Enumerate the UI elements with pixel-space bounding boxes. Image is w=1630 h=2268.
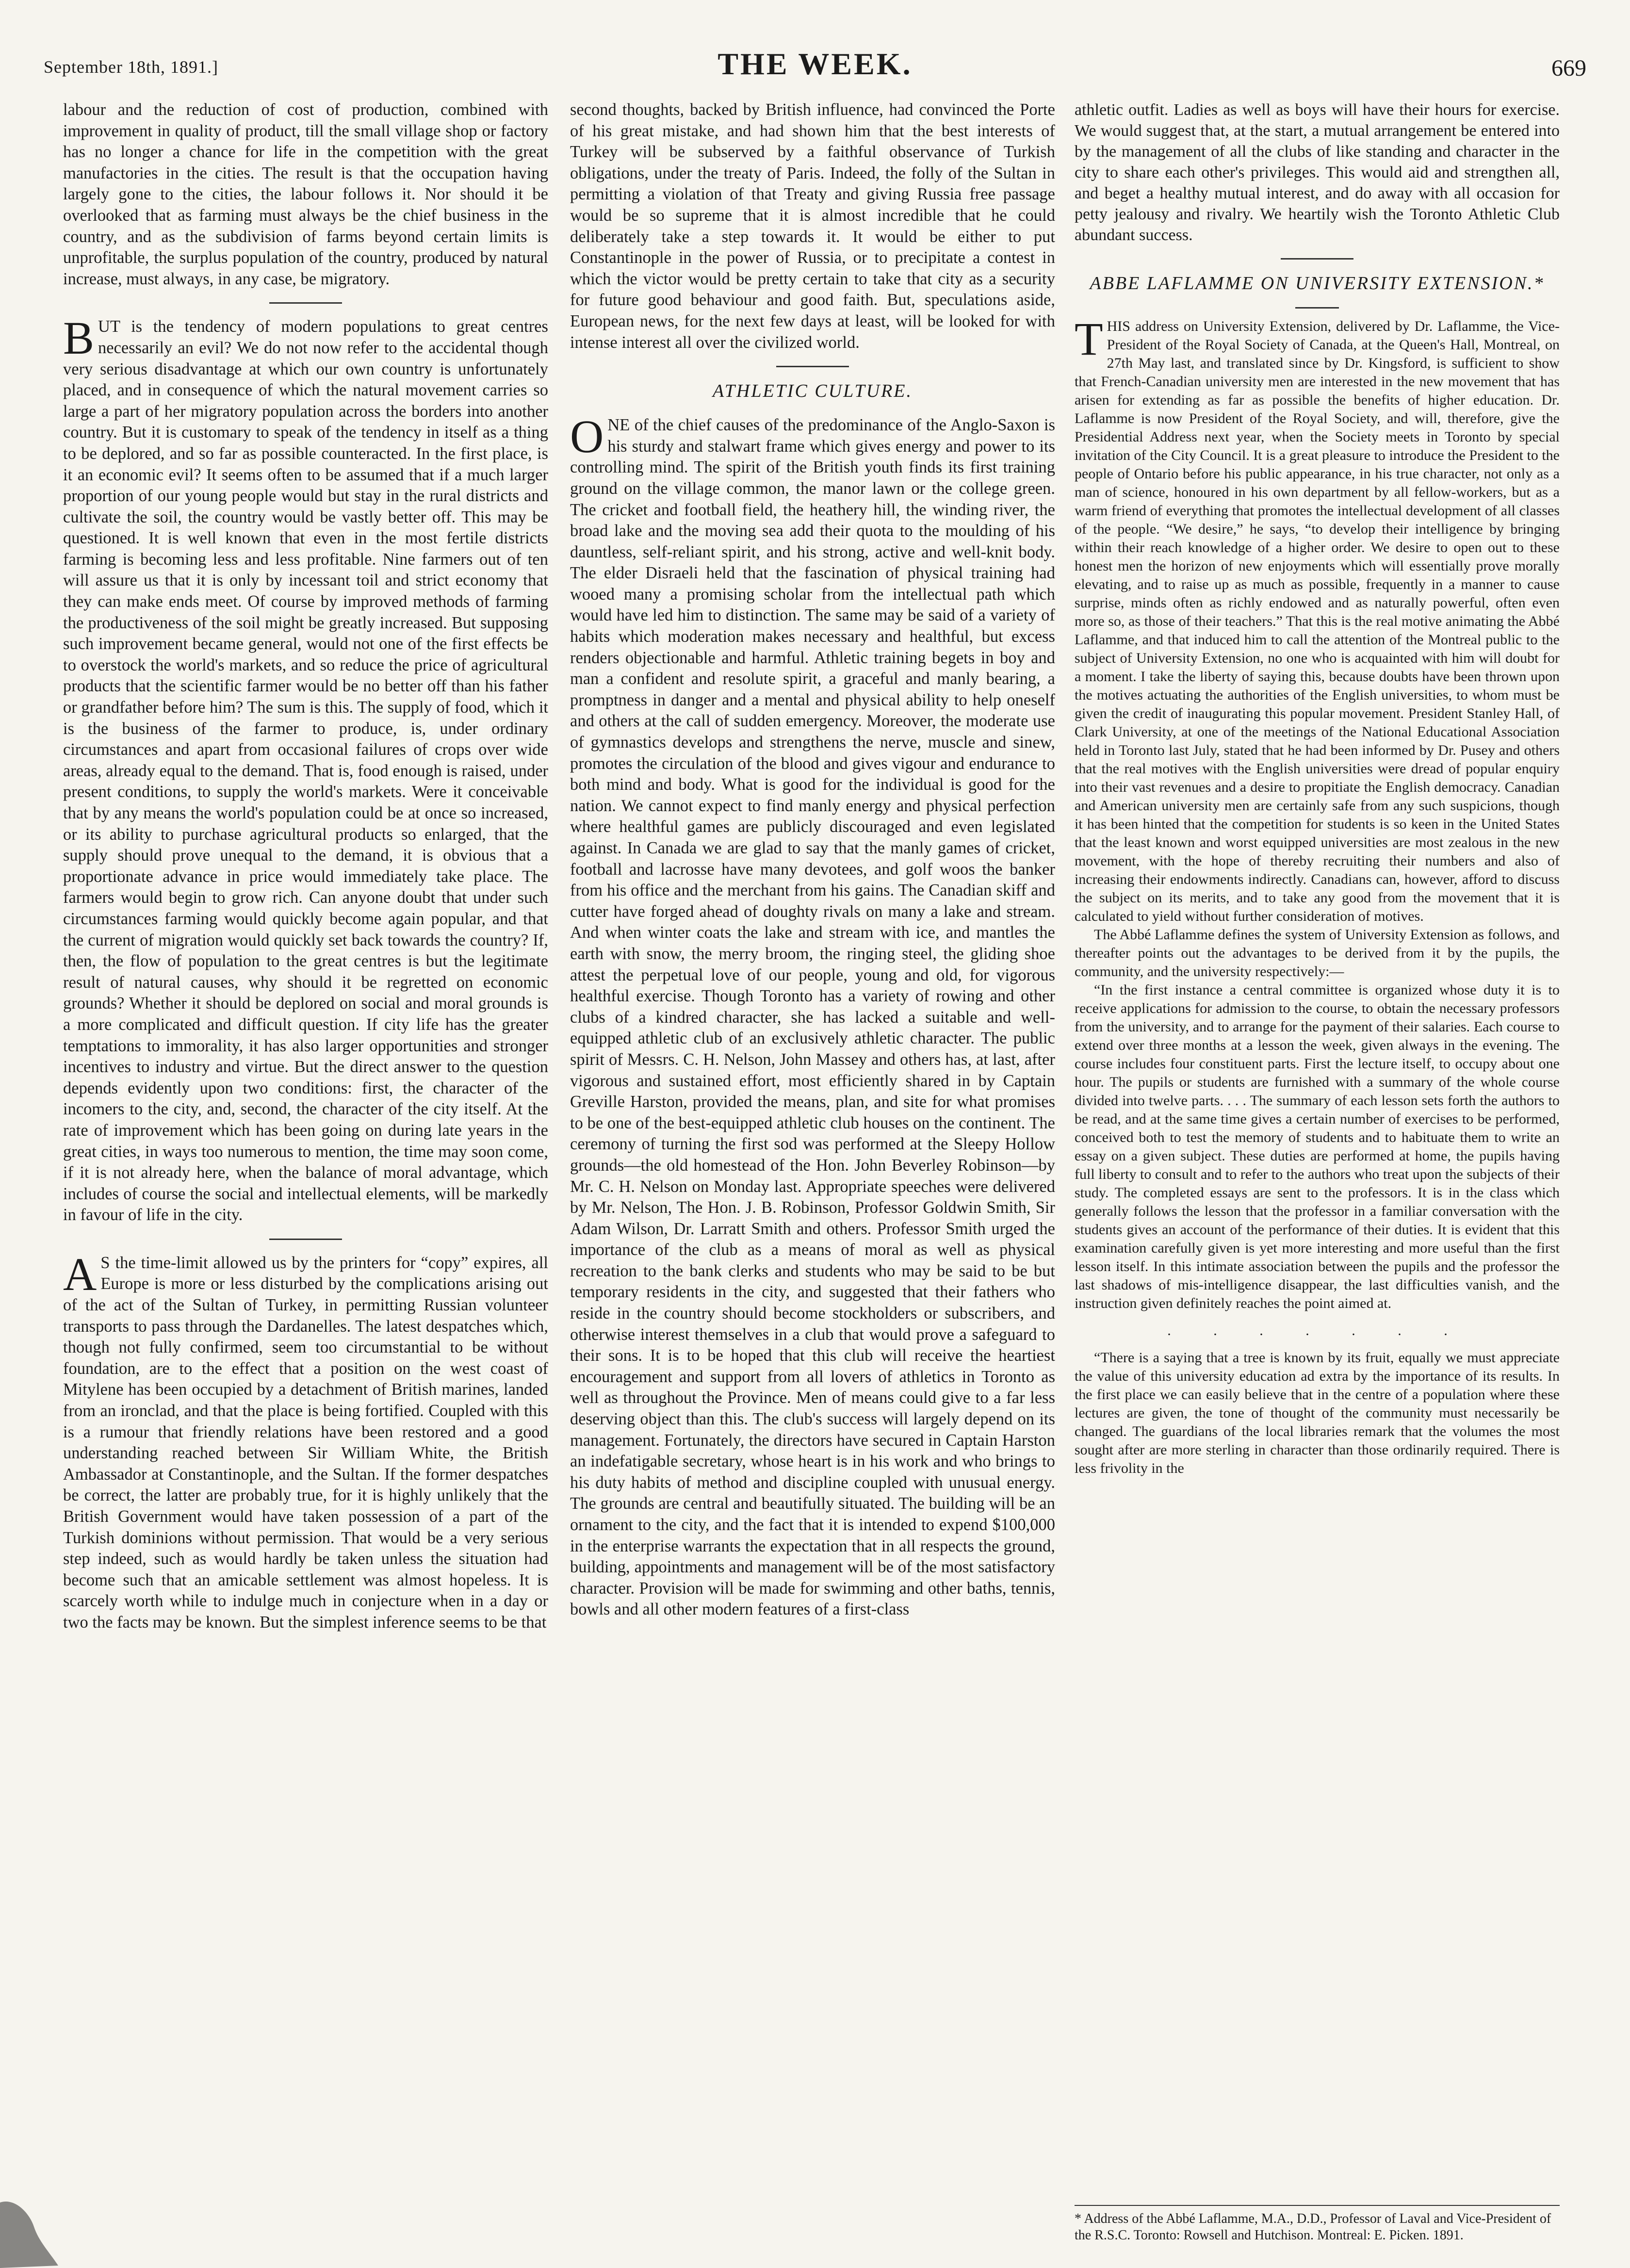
footnote: * Address of the Abbé Laflamme, M.A., D.D., Professor of Laval and Vice-President of the R.S.C. Toronto: Rowsell and Hutchison. Montreal: E. Picken. 1891. [1075, 2205, 1560, 2244]
article-heading-athletic-culture: ATHLETIC CULTURE. [712, 381, 913, 402]
paragraph-text: S the time-limit allowed us by the printers for “copy” expires, all Europe is more or less disturbed by the complications arising out of the act of the Sultan of Turkey, in permitting Russian volunteer transports to pass through the Dardanelles. The latest despatches which, though not fully confirmed, seem too circumstantial to be without foundation, are to the effect that a position on the west coast of Mitylene has been occupied by a detachment of British marines, landed from an ironclad, and that the place is being fortified. Coupled with this is a rumour that friendly relations have been restored and a good understanding reached between Sir William White, the British Ambassador at Constantinople, and the Sultan. If the former despatches be correct, the latter are probably true, for it is highly unlikely that the British Government would have taken possession of a part of the Turkish dominions without permission. That would be a very serious step indeed, such as would hardly be taken unless the situation had become such that an amicable settlement was almost hopeless. It is scarcely worth while to indulge much in conjecture when in a day or two the facts may be known. But the simplest inference seems to be that [63, 1253, 548, 1632]
ellipsis-row: . . . . . . . [1167, 1322, 1467, 1338]
column-3 [1075, 99, 1560, 2244]
section-divider [776, 366, 849, 367]
masthead-title: THE WEEK. [717, 47, 913, 81]
issue-date: September 18th, 1891.] [44, 57, 218, 77]
drop-cap: A [63, 1248, 97, 1300]
paragraph-athletic-continued: athletic outfit. Ladies as well as boys will have their hours for exercise. We would suggest that, at the start, a mutual arrangement be entered into by the management of all the clubs of like standing and character in the city to share each other's privileges. This would aid and strengthen all, and beget a healthy mutual interest, and do away with all occasion for petty jealousy and rivalry. We heartily wish the Toronto Athletic Club abundant success. [1075, 101, 1560, 244]
quote-central-committee: “In the first instance a central committee is organized whose duty it is to receive applications for admission to the course, to obtain the necessary professors from the university, and to arrange for the payment of their salaries. Each course to extend over three months at a lesson the week, given always in the evening. The course includes four constituent parts. First the lecture itself, to occupy about one hour. The pupils or students are furnished with a summary of the whole course divided into twelve parts. . . . The summary of each lesson sets forth the authors to be read, and at the same time gives a certain number of exercises to be performed, conceived both to test the memory of students and to habituate them to write an essay on a given subject. These duties are performed at home, the pupils having full liberty to consult and to refer to the authors who treat upon the subjects of their study. The completed essays are sent to the professors. It is in the class which generally follows the lesson that the professor in a familiar conversation with the students gives an account of the performance of their duties. It is evident that this examination carefully given is yet more interesting and more useful than the first lesson itself. In this intimate association between the pupils and the professor the last shadows of mis-intelligence disappear, the last difficulties vanish, and the instruction given definitely reaches the point aimed at. [1075, 982, 1560, 1311]
paragraph-laflamme-intro [1075, 313, 1560, 926]
paragraph-farming-labour: labour and the reduction of cost of production, combined with improvement in quality of product, till the small village shop or factory has no longer a chance for life in the competition with the great manufactories in the cities. The result is that the occupation having largely gone to the cities, the labour follows it. Nor should it be overlooked that as farming must always be the chief business in the country, and as the subdivision of farms beyond certain limits is unprofitable, the surplus population of the country, produced by natural increase, must always, in any case, be migratory. [63, 100, 548, 288]
paragraph-text: NE of the chief causes of the predominance of the Anglo-Saxon is his sturdy and stalwart frame which gives energy and power to its controlling mind. The spirit of the British youth finds its first training ground on the village common, the manor lawn or the college green. The cricket and football field, the heathery hill, the winding river, the broad lake and the moving sea add their quota to the moulding of his dauntless, self-reliant spirit, and his strong, active and well-knit body. The elder Disraeli held that the fascination of physical training had wooed many a promising scholar from the intellectual path which would have led him to distinction. The same may be said of a variety of habits which moderation makes necessary and healthful, but excess renders objectionable and harmful. Athletic training begets in boy and man a confident and resolute spirit, a graceful and manly bearing, a promptness in danger and a mental and physical ability to help oneself and others at the call of sudden emergency. Moreover, the moderate use of gymnastics develops and strengthens the nerve, muscle and sinew, promotes the circulation of the blood and gives vigour and endurance to both mind and body. What is good for the individual is good for the nation. We cannot expect to find manly energy and physical perfection where healthful games are publicly discouraged and even legislated against. In Canada we are glad to say that the manly games of cricket, football and lacrosse have many devotees, and golf woos the banker from his office and the merchant from his gains. The Canadian skiff and cutter have forged ahead of doughty rivals on many a lake and stream. And when winter coats the lake and stream with ice, and mantles the earth with snow, the merry broom, the ringing steel, the gliding shoe attest the perpetual love of our people, young and old, for vigorous healthful exercise. Though Toronto has a variety of rowing and other clubs of a kindred character, she has lacked a suitable and well-equipped athletic club of an exclusively athletic character. The public spirit of Messrs. C. H. Nelson, John Massey and others has, at last, after vigorous and sustained effort, most efficiently shared in by Captain Greville Harston, provided the means, plan, and site for what promises to be one of the best-equipped athletic club houses on the continent. The ceremony of turning the first sod was performed at the Sleepy Hollow grounds—the old homestead of the Hon. John Beverley Robinson—by Mr. C. H. Nelson on Monday last. Appropriate speeches were delivered by Mr. Nelson, The Hon. J. B. Robinson, Professor Goldwin Smith, Sir Adam Wilson, Dr. Larratt Smith and others. Professor Smith urged the importance of the club as a means of moral as well as physical recreation to the bank clerks and students who may be said to be but temporary residents in the city, and suggested that their fathers who reside in the country should become stockholders or subscribers, and otherwise interest themselves in a club that would prove a safeguard to their sons. It is to be hoped that this club will receive the heartiest encouragement and support from all lovers of athletics in Toronto as well as throughout the Province. Men of means could give to a far less deserving object than this. The club's success will largely depend on its management. Fortunately, the directors have secured in Captain Harston an indefatigable secretary, whose heart is in his work and who brings to his duty habits of method and discipline coupled with unusual energy. The grounds are central and beautifully situated. The building will be an ornament to the city, and the fact that it is intended to expend $100,000 in the enterprise warrants the expectation that in all respects the ground, building, appointments and management will be of the most satisfactory character. Provision will be made for swimming and other baths, tennis, bowls and all other modern features of a first-class [570, 416, 1055, 1619]
page-number: 669 [1551, 55, 1586, 81]
section-divider [269, 302, 342, 304]
column-1 [63, 99, 548, 2244]
paragraph-sultan-turkey [63, 1248, 548, 1633]
drop-cap: O [570, 410, 604, 463]
ink-stain-mark [0, 2193, 73, 2268]
paragraph-text: UT is the tendency of modern populations to great centres necessarily an evil? We do not now refer to the accidental though very serious disadvantage at which our own country is unfortunately placed, and in consequence of which the natural movement carries so large a part of her migratory population across the borders into another country. But it is customary to speak of the tendency in itself as a thing to be deplored, and so far as possible counteracted. In the first place, is it an economic evil? It seems often to be assumed that if a much larger proportion of our young people would but stay in the rural districts and cultivate the soil, the country would be vastly better off. This may be questioned. It is well known that even in the most fertile districts farming is becoming less and less profitable. Nine farmers out of ten will assure us that it is only by incessant toil and strict economy that they can make ends meet. Of course by improved methods of farming the productiveness of the soil might be greatly increased. But supposing such improvement became general, would not one of the first effects be to overstock the world's markets, and so reduce the price of agricultural products that the scientific farmer would be no better off than his father or grandfather before him? The sum is this. The supply of food, which it is the business of the farmer to produce, is, under ordinary circumstances and apart from occasional failures of crops over wide areas, already equal to the demand. That is, food enough is raised, under present conditions, to supply the world's markets. Were it conceivable that by any means the world's population could be at once so increased, or its ability to purchase agricultural products so enlarged, that the supply should prove unequal to the demand, it is obvious that a proportionate advance in price would immediately take place. The farmers would begin to grow rich. Can anyone doubt that under such circumstances farming would quickly become again popular, and that the current of migration would quickly set back towards the country? If, then, the flow of population to the great centres is but the legitimate result of natural causes, why should it be regretted on economic grounds? Whether it should be deplored on social and moral grounds is a more complicated and difficult question. If city life has the greater temptations to immorality, it has also larger opportunities and stronger incentives to industry and virtue. But the direct answer to the question depends evidently upon two conditions: first, the character of the incomers to the city, and, second, the character of the city itself. At the rate of improvement which has been going on during late years in the great cities, in ways too numerous to mention, the time may soon come, if it is not already here, when the balance of moral advantage, which includes of course the social and intellectual elements, will be markedly in favour of life in the city. [63, 317, 548, 1224]
section-divider [269, 1239, 342, 1240]
paragraph-laflamme-defines: The Abbé Laflamme defines the system of University Extension as follows, and thereafter points out the advantages to be derived from it by the pupils, the community, and the university respectively:— [1075, 927, 1560, 979]
drop-cap: B [63, 312, 95, 364]
article-heading-laflamme: ABBE LAFLAMME ON UNIVERSITY EXTENSION.* [1090, 273, 1545, 294]
section-divider [1281, 258, 1353, 260]
paragraph-population-centres [63, 312, 548, 1226]
quote-tree-fruit: “There is a saying that a tree is known by its fruit, equally we must appreciate the value of this university education ad extra by the importance of its results. In the first place we can easily believe that in the centre of a population where these lectures are given, the tone of thought of the community must necessarily be changed. The guardians of the local libraries remark that the volumes the most sought after are more sterling in character than those ordinarily required. There is less frivolity in the [1075, 1350, 1560, 1476]
paragraph-athletic-culture [570, 410, 1055, 1620]
paragraph-text: HIS address on University Extension, delivered by Dr. Laflamme, the Vice-President of the Royal Society of Canada, at the Queen's Hall, Montreal, on 27th May last, and translated since by Dr. Kingsford, is sufficient to show that French-Canadian university men are interested in the new movement that has arisen for extending as far as possible the benefits of higher education. Dr. Laflamme is now President of the Royal Society, and will, therefore, give the Presidential Address next year, when the Society meets in Toronto by special invitation of the City Council. It is a great pleasure to introduce the President to the people of Ontario before his public appearance, in his true character, not only as a man of science, honoured in his own department by all fellow-workers, but as a warm friend of everything that promotes the intellectual development of all classes of the people. “We desire,” he says, “to develop their intelligence by bringing within their reach knowledge of a higher order. We desire to open out to these honest men the horizon of new enjoyments which will essentially prove morally elevating, and to raise up as much as possible, frequently in a manner to cause surprise, minds often as richly endowed and as naturally powerful, often even more so, as those of their teachers.” That this is the real motive animating the Abbé Laflamme, and that induced him to call the attention of the Montreal public to the subject of University Extension, no one who is acquainted with him will doubt for a moment. I take the liberty of saying this, because doubts have been thrown upon the motives actuating the authorities of the English universities, to whom must be given the credit of inaugurating this popular movement. President Stanley Hall, of Clark University, at one of the meetings of the National Educational Association held in Toronto last July, stated that he had been informed by Dr. Pusey and others that the real motives with the English universities were dread of popular enquiry into their vast revenues and a desire to propitiate the English democracy. Canadian and American university men are certainly safe from any such suspicions, though it has been hinted that the competition for students is so keen in the United States that the least known and worst equipped universities are most zealous in the new movement, with the hope of thereby recruiting their numbers and also of increasing their endowments indirectly. Canadians can, however, afford to discuss the subject on its merits, and to take any good from the movement that it is calculated to yield without further consideration of motives. [1075, 318, 1560, 924]
drop-cap: T [1075, 313, 1103, 365]
column-2 [570, 99, 1055, 2244]
page-header [44, 46, 1586, 85]
paragraph-turkey-continued: second thoughts, backed by British influence, had convinced the Porte of his great mistake, and had shown him that the best interests of Turkey will be subserved by a faithful observance of Turkish obligations, under the treaty of Paris. Indeed, the folly of the Sultan in permitting a violation of that Treaty and giving Russia free passage would be so supreme that it is almost incredible that he could deliberately take a step towards it. It would be either to put Constantinople in the power of Russia, or to precipitate a contest in which the victor would be pretty certain to take that city as a security for future good behaviour and good faith. But, speculations aside, European news, for the next few days at least, will be looked for with intense interest all over the civilized world. [570, 100, 1055, 352]
heading-underline [1295, 307, 1339, 309]
